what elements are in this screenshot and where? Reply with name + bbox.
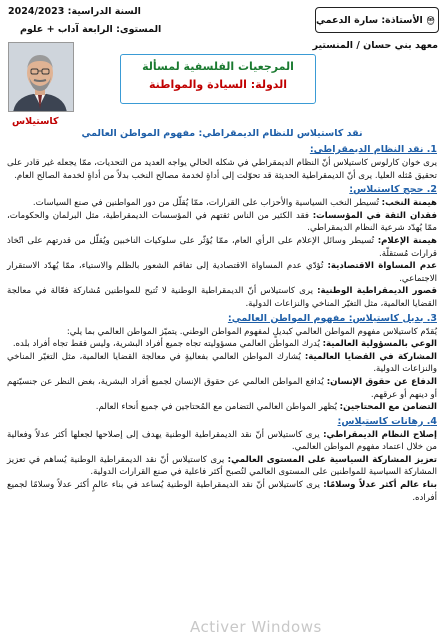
lesson-title-line2: الدولة: السيادة والمواطنة bbox=[148, 78, 288, 91]
section-3-heading: 3. بديل كاستيلاس: مفهوم المواطن العالمي: bbox=[227, 312, 437, 324]
list-item: الوعي بالمسؤولية العالمية: يُدرك المواطن العالمي مسؤوليته تجاه جميع أفراد البشرية، وليس فقط تجاه أفراد بلده. bbox=[12, 339, 437, 350]
lesson-content bbox=[7, 128, 437, 504]
list-item: هيمنة النخب: تُسيطر النخب السياسية والأحزاب على القرارات، ممّا يُقلّل من دور المواطنين في صنع السياسات. bbox=[32, 198, 437, 209]
teacher-box bbox=[315, 7, 439, 33]
list-item: بناء عالم أكثر عدلاً وسلامًا: يرى كاستيلاس أنّ نقد الديمقراطية الوطنية يُساعد في بناء عالمٍ أكثر عدلاً وسلامًا لجميع أفراده. bbox=[7, 480, 438, 503]
list-item: هيمنة الإعلام: تُسيطر وسائل الإعلام على الرأي العام، ممّا يُؤثّر على سلوكيات الناخبين ويُقلّل من قدرتهم على اتّخاذ قرارات مُستقلّة. bbox=[7, 235, 438, 259]
section-1-heading: 1. نقد النظام الديمقراطي: bbox=[309, 144, 437, 155]
list-item: قصور الديمقراطية الوطنية: يرى كاستيلاس أنّ الديمقراطية الوطنية لا تُتيح للمواطنين مُشاركة فعّالة في معالجة القضايا العالمية، مثل التغيّر المناخي والنزاعات الدولية. bbox=[7, 286, 437, 309]
list-item: الدفاع عن حقوق الإنسان: يُدافع المواطن العالمي عن حقوق الإنسان لجميع أفراد البشرية، بغض النظر عن جنسيّتهم أو دينهم أو عرقهم. bbox=[7, 376, 437, 400]
list-item: فقدان الثقة في المؤسسات: فقد الكثير من الناس ثقتهم في المؤسسات الديمقراطية، مثل البرلمان والحكومات، ممّا يُهدّد شرعية النظام الديمقراطي. bbox=[7, 210, 437, 234]
os-activation-watermark: Activer Windows bbox=[190, 618, 322, 636]
section-2-heading: 2. حجج كاستيلاس: bbox=[349, 184, 437, 196]
section-4-heading: 4. رهانات كاستيلاس: bbox=[337, 415, 437, 427]
list-item: التضامن مع المحتاجين: يُظهر المواطن العالمي التضامن مع المُحتاجين في جميع أنحاء العالم. bbox=[95, 402, 437, 413]
list-item: عدم المساواة الاقتصادية: تُؤدّي عدم المساواة الاقتصادية إلى تفاقم الشعور بالظلم والاستياء، ممّا يُهدّد الاستقرار الاجتماعي. bbox=[7, 261, 437, 284]
philosopher-portrait bbox=[8, 42, 74, 112]
document-header bbox=[0, 0, 445, 140]
list-item: إصلاح النظام الديمقراطي: يرى كاستيلاس أنّ نقد الديمقراطية الوطنية يهدف إلى إصلاحها لجعلها أكثر عدلاً وفعالية من خلال اعتماد مفهوم المواطن العالمي. bbox=[7, 429, 437, 453]
school-name: معهد بني حسان / المنستير bbox=[312, 40, 438, 51]
portrait-caption: كاستيلاس bbox=[12, 116, 59, 127]
section-1-text: يرى خوان كارلوس كاستيلاس أنّ النظام الديمقراطي في شكله الحالي يواجه العديد من التحديات، ممّا يجعله غير قادر على تحقيق مُثله العليا. يرى أنّ الديمقراطية الحديثة قد تحوّلت إلى أداةٍ لخدمة مصالح النخب بدلاً من أداةٍ لخدمة الصالح العام. bbox=[7, 158, 437, 181]
teacher-name: الأستاذة: سارة الدعمي bbox=[316, 14, 423, 26]
school-year: السنة الدراسية: 2024/2023 bbox=[8, 6, 141, 17]
section-3-intro: يُقدّم كاستيلاس مفهوم المواطن العالمي كبديلٍ لمفهوم المواطن الوطني. يتميّز المواطن العالمي بما يلي: bbox=[66, 326, 437, 337]
list-item: المشاركة في القضايا العالمية: يُشارك المواطن العالمي بفعاليةٍ في معالجة القضايا العالمية، مثل التغيّر المناخي والنزاعات الدولية. bbox=[7, 351, 438, 375]
lesson-title-box bbox=[120, 54, 316, 104]
portrait-image bbox=[8, 43, 73, 112]
owl-icon bbox=[426, 10, 435, 30]
lesson-title-line1: المرجعيات الفلسفية لمسألة bbox=[142, 60, 294, 73]
main-title: نقد كاستيلاس للنظام الديمقراطي: مفهوم المواطن العالمي bbox=[81, 128, 363, 139]
class-level: المستوى: الرابعة آداب + علوم bbox=[20, 24, 162, 35]
list-item: تعزيز المشاركة السياسية على المستوى العالمي: يرى كاستيلاس أنّ نقد الديمقراطية الوطنية يُساهم في تعزيز المشاركة السياسية للمواطنين على المستوى العالمي لتُصبح أكثر فاعلية في صنع القرارات الدولية. bbox=[7, 454, 437, 478]
